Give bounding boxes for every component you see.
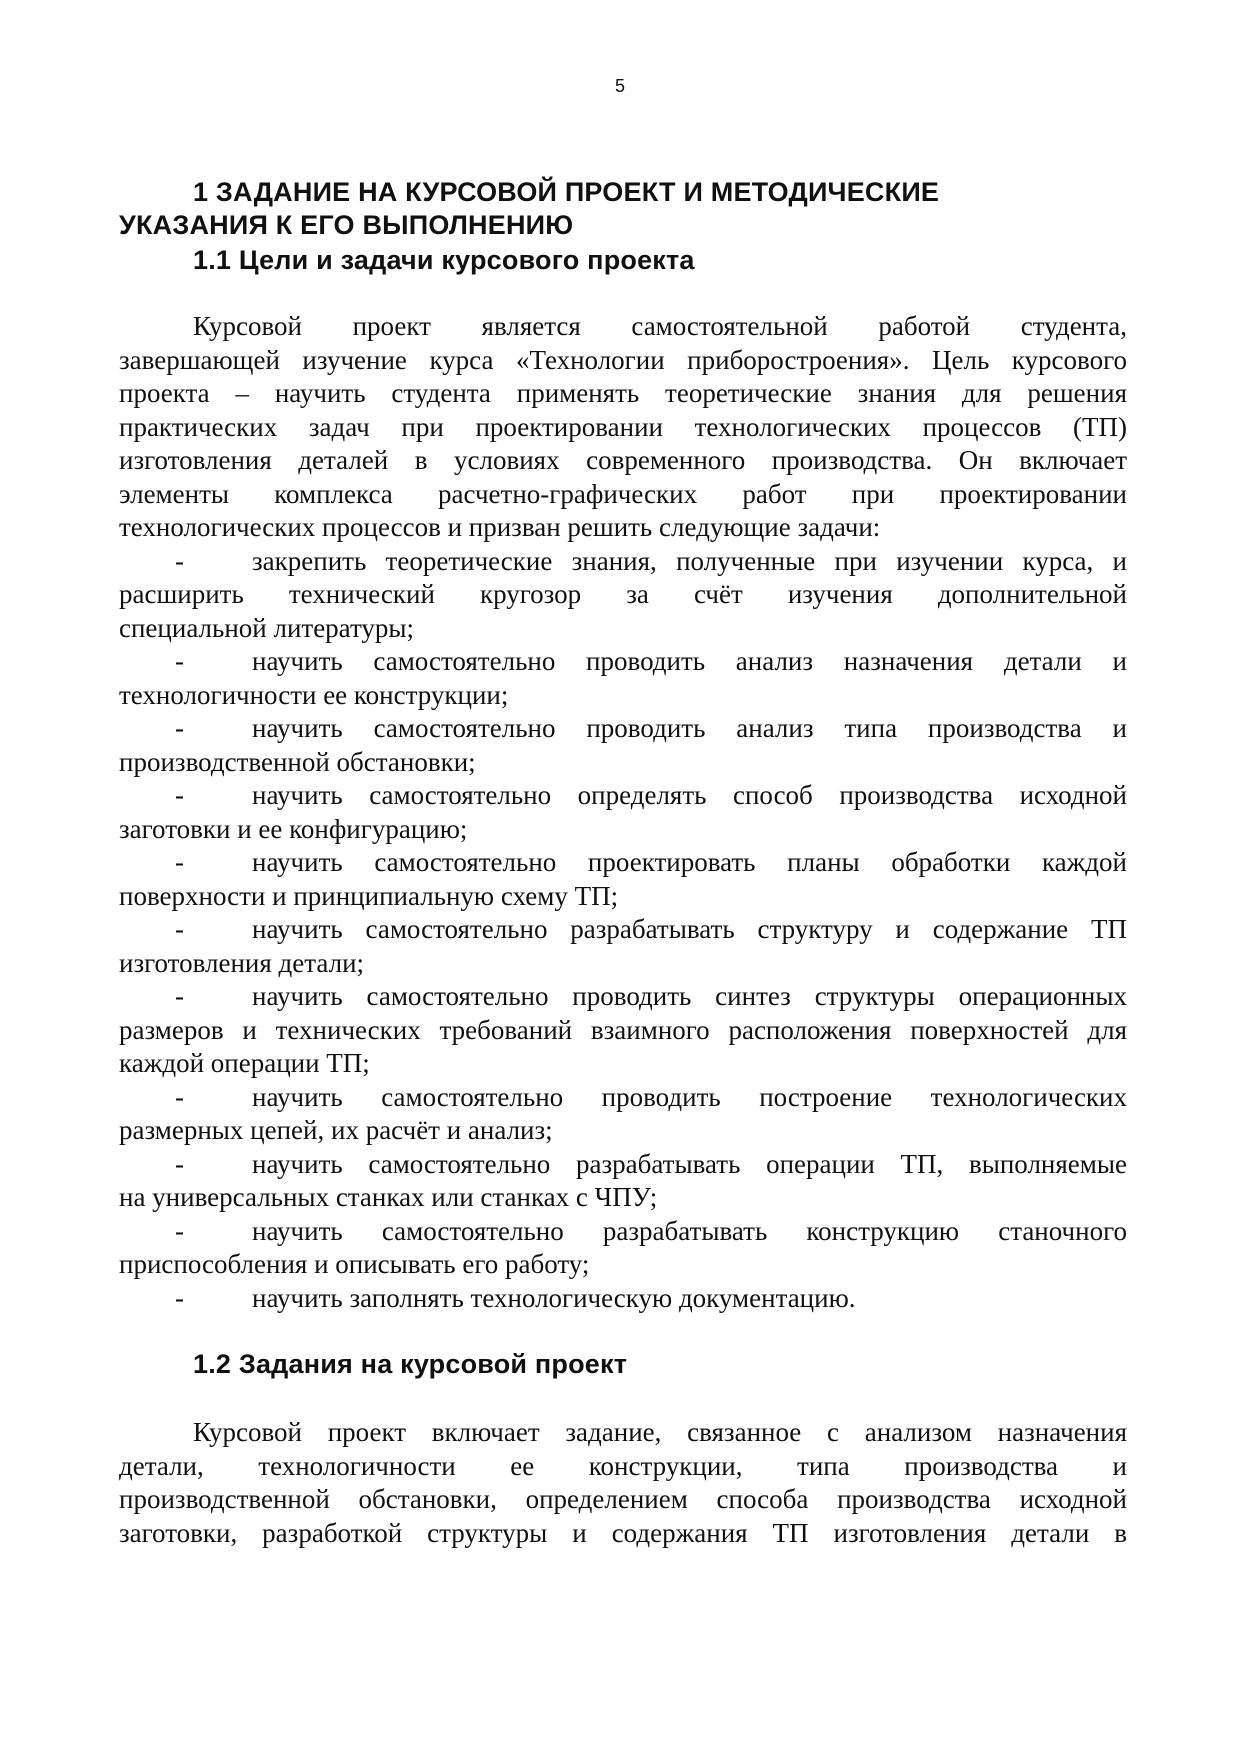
list-bullet-dash: - <box>175 713 184 743</box>
list-bullet-dash: - <box>175 847 184 877</box>
list-item <box>119 645 1127 712</box>
list-item <box>119 1081 1127 1148</box>
list-item-text: научить самостоятельно проводить построение технологических <box>252 1081 1127 1112</box>
list-item-text: специальной литературы; <box>119 612 415 643</box>
list-item <box>119 913 1127 980</box>
list-item-text: заготовки и ее конфигурацию; <box>119 813 468 844</box>
list-item-text: на универсальных станках или станках с ЧПУ; <box>119 1182 658 1212</box>
chapter-heading <box>119 176 1127 242</box>
list-item-text: размерных цепей, их расчёт и анализ; <box>119 1115 553 1145</box>
list-bullet-dash: - <box>175 1282 184 1313</box>
list-item-first-line <box>119 1148 1127 1182</box>
paragraph-line: технологических процессов и призван решить следующие задачи: <box>119 512 881 542</box>
list-item-text: технологичности ее конструкции; <box>119 679 509 710</box>
list-bullet-dash: - <box>175 1081 184 1112</box>
list-item-text: производственной обстановки; <box>119 746 476 777</box>
list-item-first-line <box>119 846 1127 880</box>
paragraph-line: производственной обстановки, определением способа производства исходной <box>119 1484 1127 1514</box>
list-item-text: закрепить теоретические знания, полученные при изучении курса, и <box>252 545 1127 576</box>
list-item-text: научить самостоятельно проводить анализ типа производства и <box>252 713 1127 743</box>
paragraph-line: изготовления деталей в условиях современного производства. Он включает <box>119 445 1127 475</box>
list-bullet-dash: - <box>175 914 184 944</box>
list-bullet-dash: - <box>175 780 184 810</box>
list-item-text: научить самостоятельно разрабатывать структуру и содержание ТП <box>252 914 1127 944</box>
chapter-heading-line2: УКАЗАНИЯ К ЕГО ВЫПОЛНЕНИЮ <box>119 210 574 240</box>
list-item-text: научить самостоятельно разрабатывать конструкцию станочного <box>252 1215 1127 1246</box>
list-item <box>119 1282 1127 1316</box>
paragraph-line: заготовки, разработкой структуры и содержания ТП изготовления детали в <box>119 1517 1127 1548</box>
list-item-text: научить самостоятельно определять способ производства исходной <box>252 780 1127 810</box>
section-1-2-body <box>119 1416 1127 1550</box>
list-item-first-line <box>119 779 1127 813</box>
list-item <box>119 846 1127 913</box>
list-item-text: научить самостоятельно проектировать планы обработки каждой <box>252 847 1127 877</box>
section-1-1-body <box>119 310 1127 1315</box>
list-item-first-line <box>119 645 1127 679</box>
list-item-first-line <box>119 1282 1127 1316</box>
list-item <box>119 779 1127 846</box>
list-item-text: изготовления детали; <box>119 947 365 978</box>
list-item-text: размеров и технических требований взаимного расположения поверхностей для <box>119 1014 1127 1045</box>
list-item-first-line <box>119 913 1127 947</box>
paragraph-line: детали, технологичности ее конструкции, типа производства и <box>119 1450 1127 1481</box>
section-heading-1-2-text: 1.2 Задания на курсовой проект <box>193 1349 628 1379</box>
list-item-text: расширить технический кругозор за счёт изучения дополнительной <box>119 579 1127 609</box>
list-item <box>119 712 1127 779</box>
paragraph-line: Курсовой проект является самостоятельной работой студента, <box>193 311 1127 341</box>
list-item-text: каждой операции ТП; <box>119 1048 370 1078</box>
paragraph-line: завершающей изучение курса «Технологии приборостроения». Цель курсового <box>119 344 1127 375</box>
list-bullet-dash: - <box>175 981 184 1011</box>
list-item-text: научить самостоятельно проводить анализ назначения детали и <box>252 646 1127 676</box>
section-heading-1-1-text: 1.1 Цели и задачи курсового проекта <box>193 245 695 275</box>
list-item-text: приспособления и описывать его работу; <box>119 1249 590 1279</box>
list-item <box>119 980 1127 1081</box>
paragraph-line: Курсовой проект включает задание, связанное с анализом назначения <box>193 1417 1127 1447</box>
list-bullet-dash: - <box>175 646 184 676</box>
paragraph-line: элементы комплекса расчетно-графических работ при проектировании <box>119 478 1127 509</box>
section-heading-1-2 <box>119 1348 1127 1381</box>
list-item <box>119 1148 1127 1215</box>
paragraph-line: проекта – научить студента применять теоретические знания для решения <box>119 378 1127 408</box>
list-item <box>119 1215 1127 1282</box>
section-heading-1-1 <box>119 244 1127 277</box>
list-item-first-line <box>119 545 1127 579</box>
list-item-first-line <box>119 712 1127 746</box>
list-item-text: научить заполнять технологическую документацию. <box>252 1282 856 1313</box>
list-bullet-dash: - <box>175 1148 184 1179</box>
paragraph-line: практических задач при проектировании технологических процессов (ТП) <box>119 411 1127 442</box>
list-bullet-dash: - <box>175 545 184 576</box>
list-item-text: поверхности и принципиальную схему ТП; <box>119 880 619 911</box>
list-item-first-line <box>119 980 1127 1014</box>
chapter-heading-line1: 1 ЗАДАНИЕ НА КУРСОВОЙ ПРОЕКТ И МЕТОДИЧЕСКИЕ <box>193 177 940 207</box>
list-item-text: научить самостоятельно разрабатывать операции ТП, выполняемые <box>252 1148 1127 1179</box>
list-bullet-dash: - <box>175 1215 184 1246</box>
list-item-first-line <box>119 1215 1127 1249</box>
list-item-first-line <box>119 1081 1127 1115</box>
page-number: 5 <box>614 76 625 96</box>
list-item <box>119 545 1127 646</box>
list-item-text: научить самостоятельно проводить синтез структуры операционных <box>252 981 1127 1011</box>
